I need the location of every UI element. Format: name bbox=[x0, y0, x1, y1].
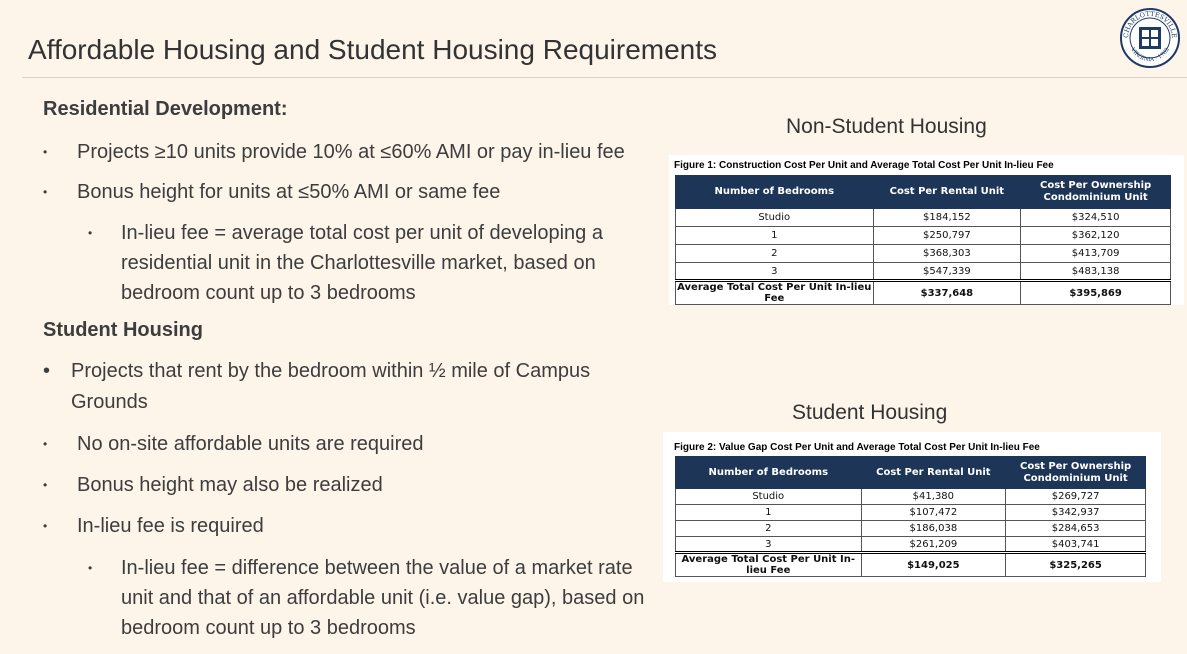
figure1-table bbox=[675, 175, 1171, 305]
table-cell: $342,937 bbox=[1006, 505, 1146, 521]
student-housing-title: Student Housing bbox=[792, 401, 948, 424]
table-row bbox=[676, 227, 1171, 245]
table-cell: $483,138 bbox=[1021, 263, 1171, 281]
student-heading: Student Housing bbox=[43, 319, 203, 341]
student-bullet-2: • No on-site affordable units are required bbox=[43, 429, 424, 460]
bullet-icon: • bbox=[88, 561, 93, 575]
table-row bbox=[676, 505, 1146, 521]
table-cell: Average Total Cost Per Unit In-lieu Fee bbox=[677, 282, 872, 304]
residential-heading: Residential Development: bbox=[43, 98, 288, 120]
figure2-header-ownership: Cost Per Ownership Condominium Unit bbox=[1006, 457, 1146, 489]
table-cell: $547,339 bbox=[873, 263, 1021, 281]
figure1-caption: Figure 1: Construction Cost Per Unit and Average Total Cost Per Unit In-lieu Fee bbox=[674, 160, 1054, 171]
table-cell: Studio bbox=[676, 209, 874, 227]
table-cell: $41,380 bbox=[861, 489, 1006, 505]
table-cell: 1 bbox=[676, 227, 874, 245]
bullet-icon: • bbox=[43, 437, 48, 452]
table-row bbox=[676, 521, 1146, 537]
table-cell: $325,265 bbox=[1006, 553, 1146, 577]
bullet-icon: • bbox=[43, 185, 48, 200]
student-bullet-3: • Bonus height may also be realized bbox=[43, 470, 383, 501]
figure1-header-bedrooms: Number of Bedrooms bbox=[676, 176, 874, 209]
table-cell: $269,727 bbox=[1006, 489, 1146, 505]
table-row bbox=[676, 245, 1171, 263]
table-cell: $395,869 bbox=[1021, 281, 1171, 305]
table-cell: $261,209 bbox=[861, 537, 1006, 553]
figure1-header-ownership: Cost Per Ownership Condominium Unit bbox=[1021, 176, 1171, 209]
student-bullet-1: • Projects that rent by the bedroom within ½ mile of Campus Grounds bbox=[43, 356, 643, 418]
table-cell: $284,653 bbox=[1006, 521, 1146, 537]
figure2-header-rental: Cost Per Rental Unit bbox=[861, 457, 1006, 489]
figure2-table bbox=[675, 456, 1146, 577]
figure1-header-rental: Cost Per Rental Unit bbox=[873, 176, 1021, 209]
average-row bbox=[676, 281, 1171, 305]
bullet-icon: • bbox=[43, 145, 48, 160]
table-cell: $403,741 bbox=[1006, 537, 1146, 553]
bullet-icon: • bbox=[43, 478, 48, 493]
student-bullet-4: • In-lieu fee is required bbox=[43, 511, 264, 542]
residential-bullet-1: • Projects ≥10 units provide 10% at ≤60% AMI or pay in-lieu fee bbox=[43, 137, 625, 168]
table-row bbox=[676, 209, 1171, 227]
slide-title: Affordable Housing and Student Housing Requirements bbox=[28, 34, 718, 65]
bullet-icon: • bbox=[88, 226, 93, 240]
seal-top-text: CHARLOTTESVILLE bbox=[1121, 9, 1179, 39]
table-cell: 1 bbox=[676, 505, 862, 521]
bullet-icon: • bbox=[43, 519, 48, 534]
table-cell: $149,025 bbox=[861, 553, 1006, 577]
table-row bbox=[676, 489, 1146, 505]
table-cell: $186,038 bbox=[861, 521, 1006, 537]
seal-bottom-text: VIRGINIA · 1762 bbox=[1129, 46, 1171, 64]
table-cell: $324,510 bbox=[1021, 209, 1171, 227]
residential-bullet-2: • Bonus height for units at ≤50% AMI or same fee bbox=[43, 177, 500, 208]
table-cell: 2 bbox=[676, 521, 862, 537]
table-cell: 3 bbox=[676, 537, 862, 553]
table-cell: $413,709 bbox=[1021, 245, 1171, 263]
table-cell: Studio bbox=[676, 489, 862, 505]
table-cell: 3 bbox=[676, 263, 874, 281]
table-cell: $250,797 bbox=[873, 227, 1021, 245]
figure2-caption: Figure 2: Value Gap Cost Per Unit and Average Total Cost Per Unit In-lieu Fee bbox=[674, 442, 1040, 453]
city-seal-logo bbox=[1120, 8, 1180, 68]
title-divider bbox=[22, 77, 1187, 78]
table-cell: $107,472 bbox=[861, 505, 1006, 521]
table-row bbox=[676, 537, 1146, 553]
figure2-header-bedrooms: Number of Bedrooms bbox=[676, 457, 862, 489]
table-cell: $368,303 bbox=[873, 245, 1021, 263]
bullet-icon: • bbox=[43, 360, 51, 382]
table-cell: $362,120 bbox=[1021, 227, 1171, 245]
non-student-housing-title: Non-Student Housing bbox=[786, 115, 987, 138]
table-cell: 2 bbox=[676, 245, 874, 263]
table-cell: $184,152 bbox=[873, 209, 1021, 227]
table-row bbox=[676, 263, 1171, 281]
table-cell: $337,648 bbox=[873, 281, 1021, 305]
table-cell: Average Total Cost Per Unit In-lieu Fee bbox=[676, 553, 862, 577]
average-row bbox=[676, 553, 1146, 577]
